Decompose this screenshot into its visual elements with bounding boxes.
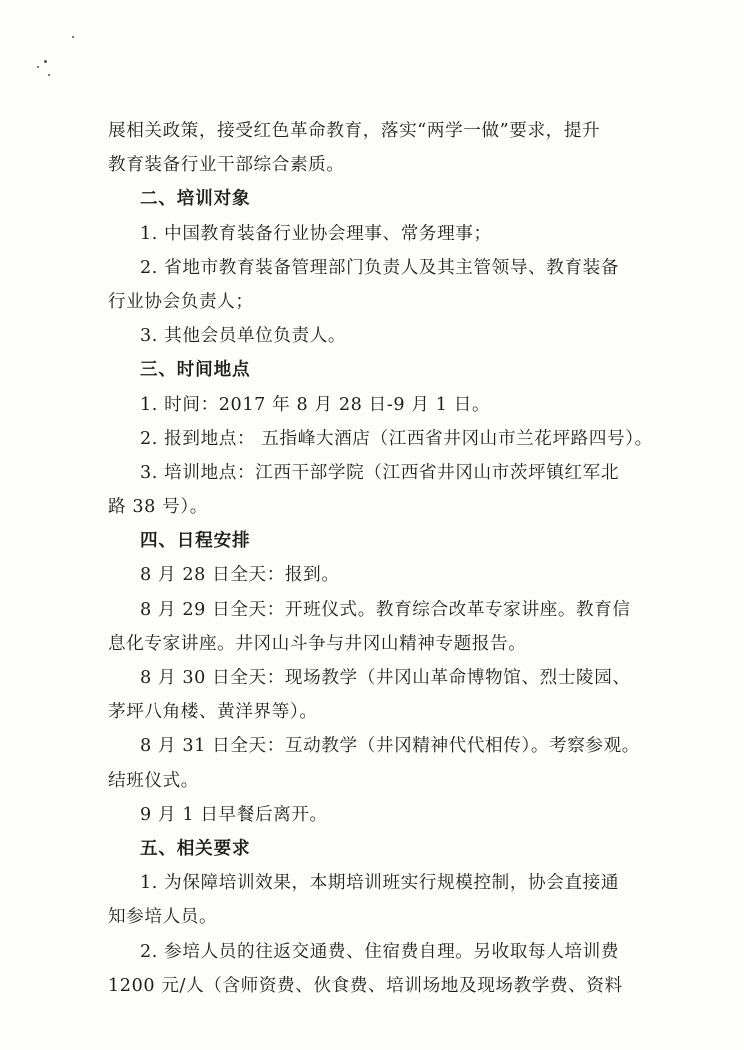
schedule-item: 8 月 29 日全天：开班仪式。教育综合改革专家讲座。教育信 [140,599,631,620]
list-item-continuation: 行业协会负责人； [108,291,254,312]
list-item-continuation: 路 38 号）。 [108,497,208,518]
schedule-item-continuation: 息化专家讲座。井冈山斗争与井冈山精神专题报告。 [108,633,527,654]
schedule-item: 9 月 1 日早餐后离开。 [140,804,328,825]
list-item-continuation: 1200 元/人（含师资费、伙食费、培训场地及现场教学费、资料 [108,975,623,996]
section-heading-time-location: 三、时间地点 [140,360,251,381]
list-item: 3. 培训地点：江西干部学院（江西省井冈山市茨坪镇红军北 [140,462,620,483]
list-item: 2. 省地市教育装备管理部门负责人及其主管领导、教育装备 [140,257,620,278]
section-heading-schedule: 四、日程安排 [140,531,251,552]
list-item: 2. 参培人员的往返交通费、住宿费自理。另收取每人培训费 [140,941,620,962]
schedule-item: 8 月 30 日全天：现场教学（井冈山革命博物馆、烈士陵园、 [140,668,631,688]
list-item: 1. 中国教育装备行业协会理事、常务理事； [140,223,492,244]
schedule-item-continuation: 茅坪八角楼、黄洋界等）。 [108,702,318,723]
scan-speck [37,66,39,68]
section-heading-trainees: 二、培训对象 [140,189,251,210]
schedule-item-continuation: 结班仪式。 [108,770,199,791]
list-item: 3. 其他会员单位负责人。 [140,326,347,347]
scan-speck [72,36,74,38]
list-item-continuation: 知参培人员。 [108,907,218,928]
scan-speck [48,74,50,76]
paragraph-line: 展相关政策，接受红色革命教育，落实“两学一做”要求，提升 [108,121,601,141]
document-body [108,114,653,1003]
paragraph-line: 教育装备行业干部综合素质。 [108,155,345,176]
list-item: 1. 时间：2017 年 8 月 28 日-9 月 1 日。 [140,394,491,415]
schedule-item: 8 月 31 日全天：互动教学（井冈精神代代相传）。考察参观。 [140,736,641,757]
schedule-item: 8 月 28 日全天：报到。 [140,565,340,586]
section-heading-requirements: 五、相关要求 [140,838,251,859]
list-item: 1. 为保障培训效果，本期培训班实行规模控制，协会直接通 [140,873,620,894]
list-item: 2. 报到地点： 五指峰大酒店（江西省井冈山市兰花坪路四号）。 [140,428,653,449]
scan-speck [44,60,47,63]
